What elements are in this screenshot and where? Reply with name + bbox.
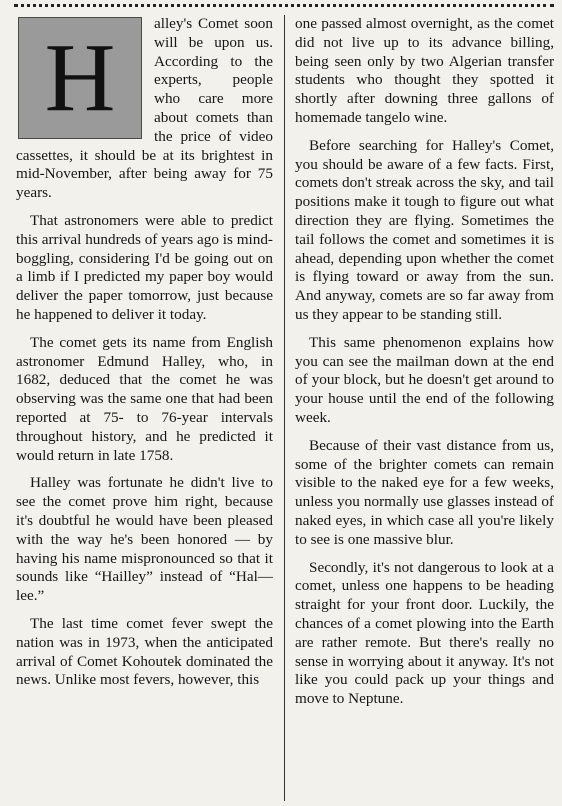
newspaper-page (16, 15, 554, 801)
paragraph-prediction: That astronomers were able to predict this arrival hundreds of years ago is mind-boggling, considering I'd be going out on a limb if I predicted my paper boy would deliver the paper tomorrow, just because he happened to deliver it today. (16, 211, 273, 323)
column-divider (284, 15, 285, 801)
left-column (16, 15, 273, 801)
paragraph-mailman: This same phenomenon explains how you can see the mailman down at the end of your block, but he doesn't get around to your house until the end of the following week. (295, 333, 554, 426)
paragraph-name-origin: The comet gets its name from English astronomer Edmund Halley, who, in 1682, deduced that the comet he was observing was the same one that had been reported at 75- to 76-year intervals throughout history, and he predicted it would return in late 1758. (16, 333, 273, 464)
paragraph-visibility: Because of their vast distance from us, some of the brighter comets can remain visible to the naked eye for a few weeks, unless you normally use glasses instead of naked eyes, in which case all you're likely to see is one massive blur. (295, 436, 554, 548)
dotted-top-rule (14, 4, 554, 7)
paragraph-kohoutek-continued: one passed almost overnight, as the comet did not live up to its advance billing, being seen only by two Algerian transfer students who thought they spotted it shortly after downing three gallons of homemade tangelo wine. (295, 15, 554, 126)
right-column (295, 15, 554, 801)
paragraph-pronunciation: Halley was fortunate he didn't live to see the comet prove him right, because it's doubtful he would have been pleased with the way he's been honored — by having his name mispronounced so that it sounds like “Hailley” instead of “Hal—lee.” (16, 474, 273, 605)
paragraph-intro: alley's Comet soon will be upon us. According to the experts, people who care more about comets than the price of video cassettes, it should be at its brightest in mid-November, after being away for 75 years. (16, 15, 273, 202)
dropcap-letter: H (44, 24, 116, 132)
dropcap-box (18, 17, 142, 139)
paragraph-safety: Secondly, it's not dangerous to look at a comet, unless one happens to be heading straight for your front door. Luckily, the chances of a comet plowing into the Earth are rather remote. But there's really no sense in worrying about it anyway. It's not like you could pack up your things and move to Neptune. (295, 558, 554, 708)
paragraph-kohoutek: The last time comet fever swept the nation was in 1973, when the anticipated arrival of Comet Kohoutek dominated the news. Unlike most fevers, however, this (16, 614, 273, 689)
paragraph-facts: Before searching for Halley's Comet, you should be aware of a few facts. First, comets don't streak across the sky, and tail positions make it tough to figure out what direction they are flying. Sometimes the tail follows the comet and sometimes it is ahead, depending upon whether the comet is flying toward or away from the sun. And anyway, comets are so far away from us they appear to be standing still. (295, 136, 554, 323)
